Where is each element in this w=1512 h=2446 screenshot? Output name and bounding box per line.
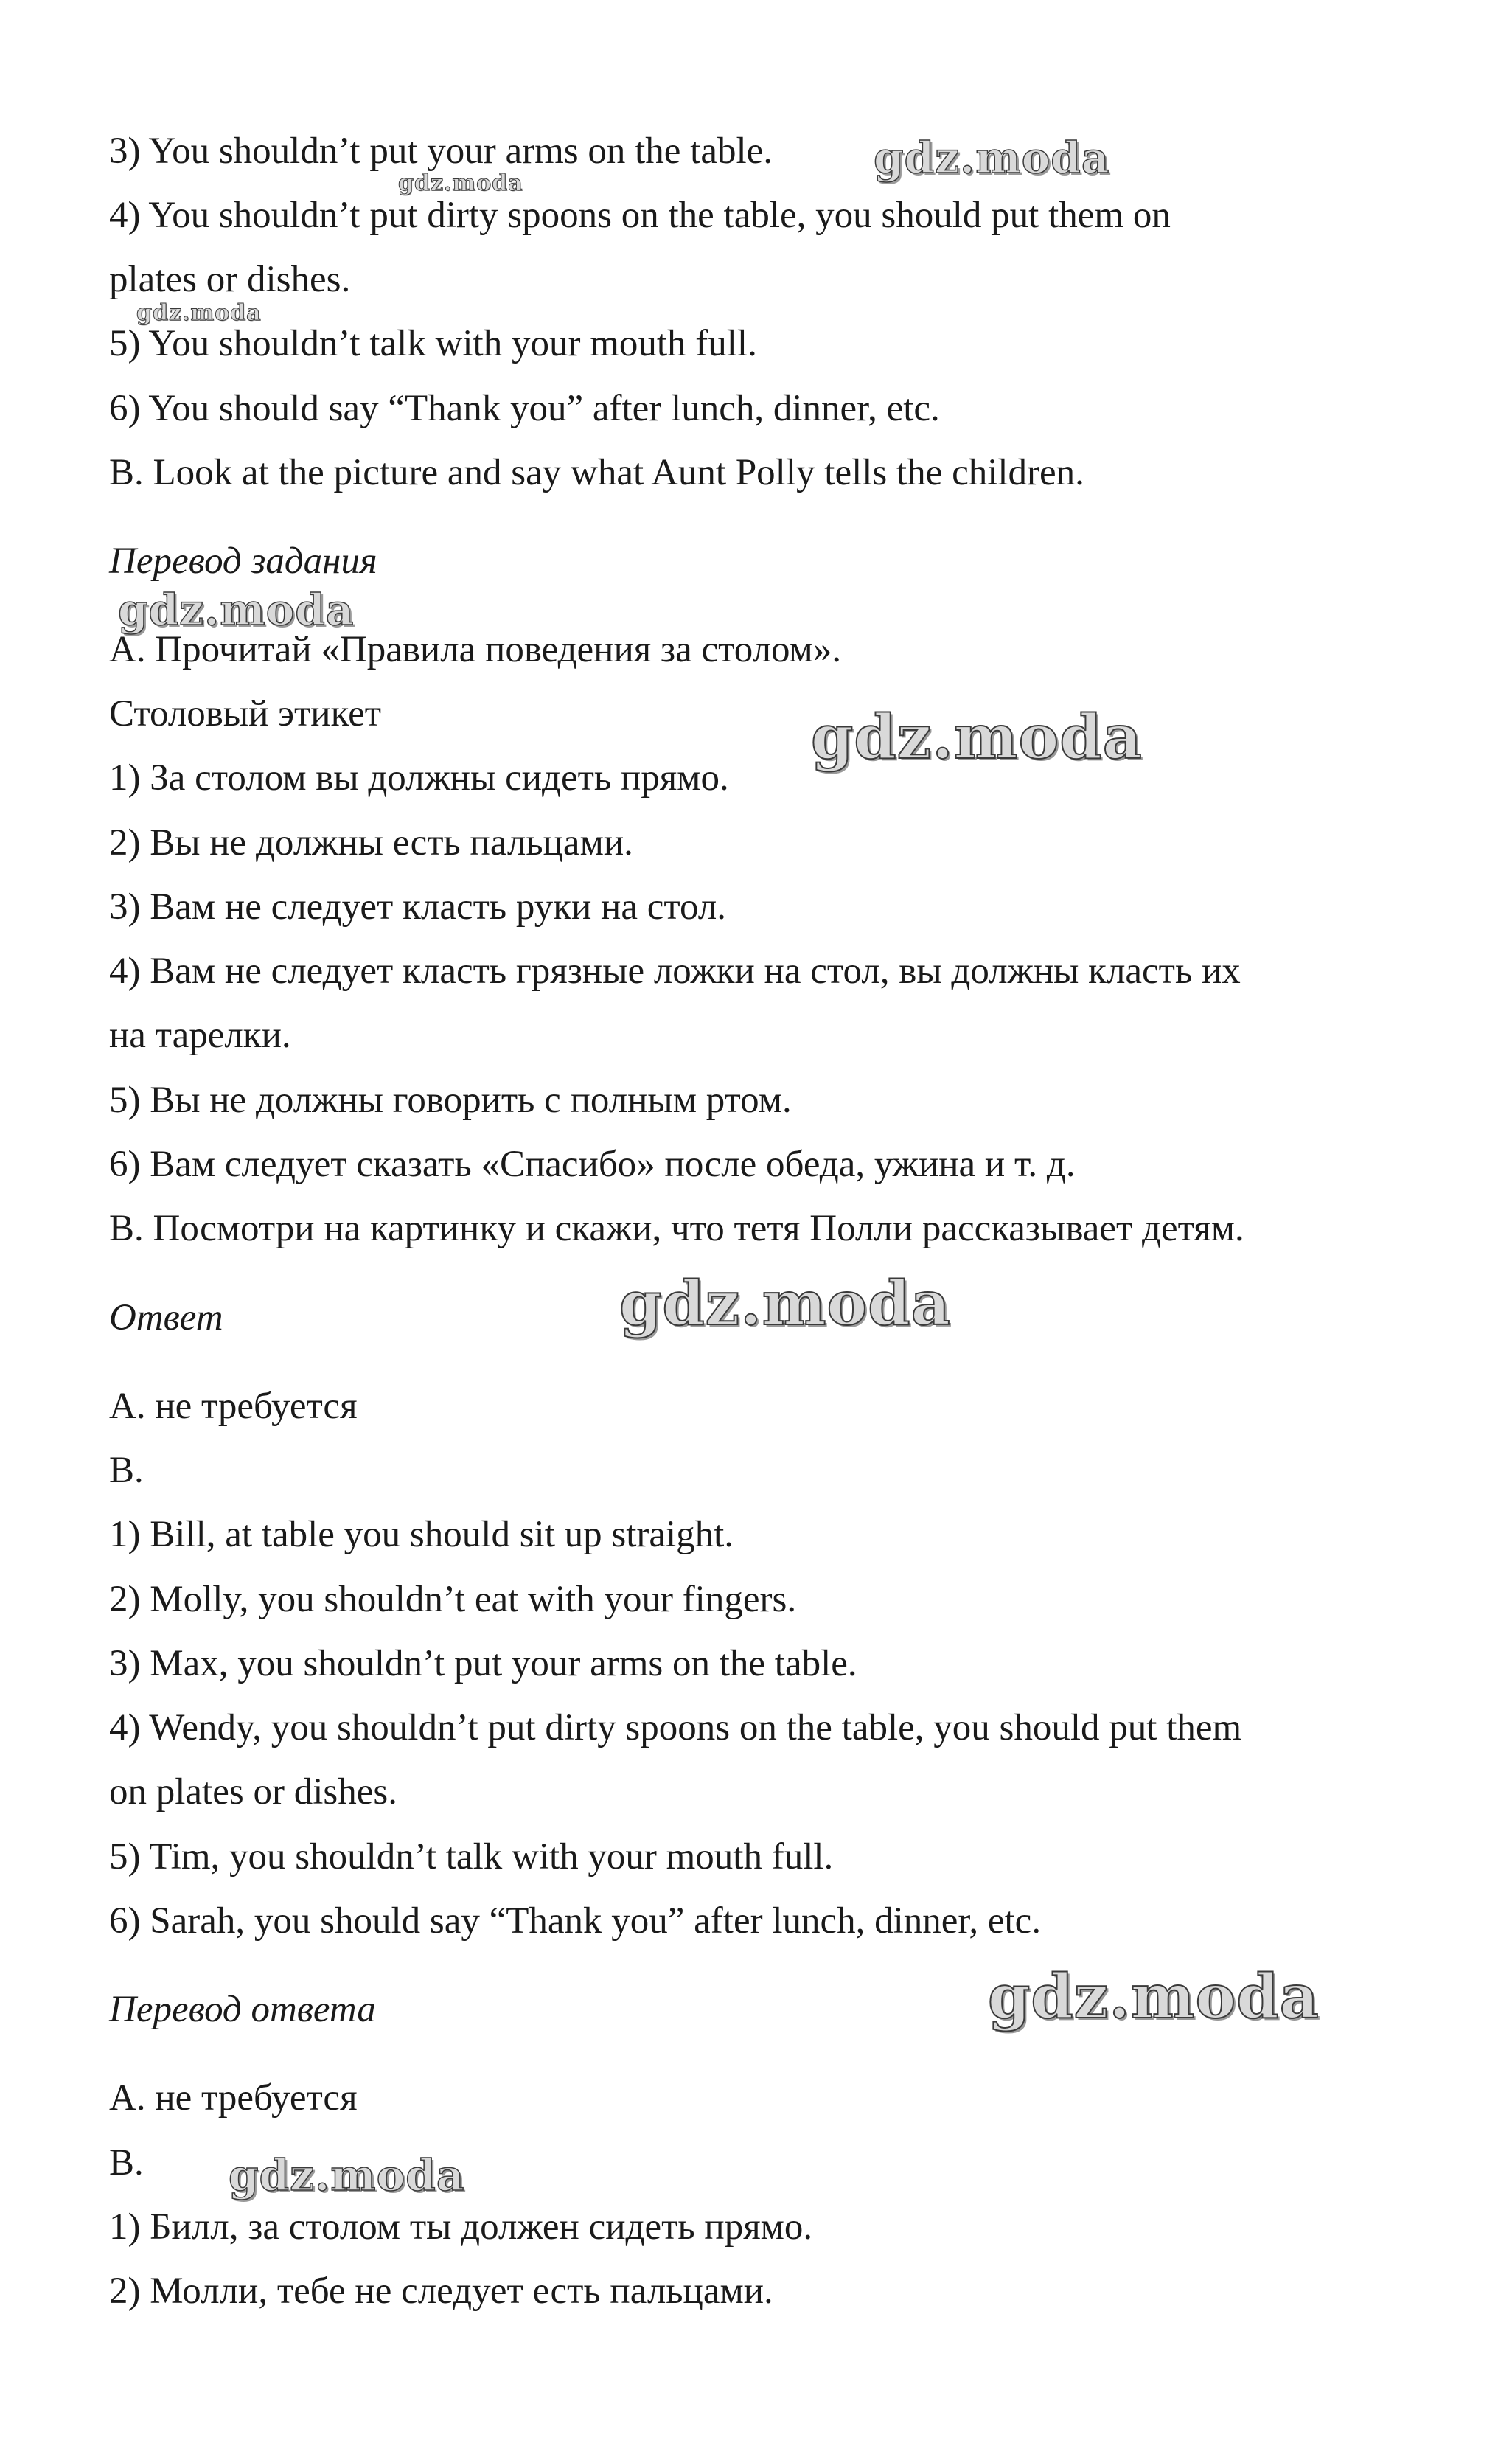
section-heading-task-translation: Перевод задания <box>109 541 377 582</box>
text-line: 5) You shouldn’t talk with your mouth full. <box>109 323 757 364</box>
text-line: 2) Молли, тебе не следует есть пальцами. <box>109 2270 773 2312</box>
watermark-logo: gdz.moda <box>398 170 523 196</box>
text-line: 3) You shouldn’t put your arms on the table. <box>109 131 773 172</box>
text-line: А. не требуется <box>109 2077 358 2119</box>
text-line: Столовый этикет <box>109 693 382 734</box>
text-line: B. Look at the picture and say what Aunt Polly tells the children. <box>109 452 1084 493</box>
text-line: 6) Вам следует сказать «Спасибо» после обеда, ужина и т. д. <box>109 1144 1076 1185</box>
watermark-logo: gdz.moda <box>874 133 1110 183</box>
watermark-logo: gdz.moda <box>988 1962 1320 2032</box>
section-heading-answer: Ответ <box>109 1297 223 1338</box>
text-line: plates or dishes. <box>109 259 351 300</box>
text-line: В. Посмотри на картинку и скажи, что тетя Полли рассказывает детям. <box>109 1208 1244 1249</box>
text-line: on plates or dishes. <box>109 1771 397 1813</box>
text-line: А. не требуется <box>109 1386 358 1427</box>
text-line: 2) Molly, you shouldn’t eat with your fingers. <box>109 1579 797 1620</box>
text-line: 6) You should say “Thank you” after lunch, dinner, etc. <box>109 388 940 429</box>
text-line: 3) Вам не следует класть руки на стол. <box>109 886 726 928</box>
text-line: 4) Wendy, you shouldn’t put dirty spoons on the table, you should put them <box>109 1707 1242 1748</box>
text-line: 1) Bill, at table you should sit up straight. <box>109 1514 734 1555</box>
watermark-logo: gdz.moda <box>118 585 355 635</box>
text-line: 1) За столом вы должны сидеть прямо. <box>109 757 729 799</box>
watermark-logo: gdz.moda <box>136 300 262 326</box>
watermark-logo: gdz.moda <box>619 1268 951 1339</box>
text-line: А. Прочитай «Правила поведения за столом». <box>109 629 842 670</box>
text-line: 2) Вы не должны есть пальцами. <box>109 822 633 864</box>
watermark-logo: gdz.moda <box>811 702 1143 773</box>
text-line: 3) Max, you shouldn’t put your arms on the table. <box>109 1643 857 1684</box>
text-line: 6) Sarah, you should say “Thank you” after lunch, dinner, etc. <box>109 1900 1042 1942</box>
section-heading-answer-translation: Перевод ответа <box>109 1989 376 2030</box>
watermark-logo: gdz.moda <box>229 2150 465 2200</box>
text-line: В. <box>109 1450 144 1491</box>
text-line: 4) You shouldn’t put dirty spoons on the table, you should put them on <box>109 195 1171 236</box>
text-line: 5) Вы не должны говорить с полным ртом. <box>109 1080 792 1121</box>
text-line: на тарелки. <box>109 1015 291 1056</box>
text-line: В. <box>109 2142 144 2183</box>
text-line: 5) Tim, you shouldn’t talk with your mouth full. <box>109 1836 834 1877</box>
text-line: 4) Вам не следует класть грязные ложки на стол, вы должны класть их <box>109 951 1241 992</box>
text-line: 1) Билл, за столом ты должен сидеть прямо. <box>109 2206 813 2248</box>
